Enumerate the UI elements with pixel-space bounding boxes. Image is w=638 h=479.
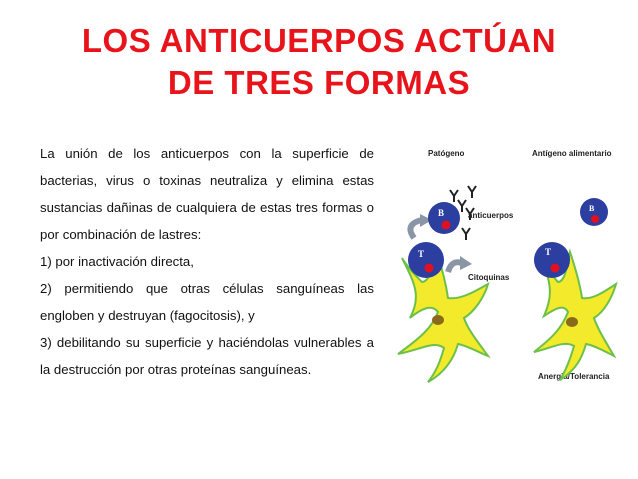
intro-paragraph: La unión de los anticuerpos con la superficie de bacterias, virus o toxinas neutraliza y elimina estas sustancias dañinas de cualquiera de estas tres formas o por combinación de lastres: — [40, 146, 374, 242]
b-cell-nucleus-left — [442, 221, 451, 230]
dendritic-nucleus-right — [566, 317, 578, 327]
title-line-1: LOS ANTICUERPOS ACTÚAN — [81, 22, 557, 59]
illustration-svg — [392, 132, 632, 392]
b-cell-right-label: B — [589, 204, 595, 213]
list-item-3: 3) debilitando su superficie y haciéndolas vulnerables a la destrucción por otras proteínas sanguíneas. — [40, 335, 374, 377]
dendritic-nucleus-left — [432, 315, 444, 325]
t-cell-right-label: T — [545, 247, 552, 257]
cytokines-label: Citoquinas — [468, 273, 510, 282]
antibodies-label: anticuerpos — [468, 211, 514, 220]
food-antigen-label: Antígeno alimentario — [532, 149, 612, 158]
b-cell-left — [428, 202, 460, 234]
t-cell-nucleus-right — [551, 264, 560, 273]
antibody-illustration — [392, 132, 632, 392]
t-cell-nucleus-left — [425, 264, 434, 273]
pathogen-label: Patógeno — [428, 149, 465, 158]
b-cell-left-label: B — [438, 208, 445, 218]
slide-title — [0, 20, 638, 104]
anergy-label: Anergia/Tolerancia — [538, 372, 610, 381]
title-line-2: DE TRES FORMAS — [167, 64, 471, 101]
t-cell-left-label: T — [418, 249, 425, 259]
b-cell-nucleus-right — [591, 215, 599, 223]
list-item-2: 2) permitiendo que otras células sanguíneas las engloben y destruyan (fagocitosis), y — [40, 281, 374, 323]
list-item-1: 1) por inactivación directa, — [40, 254, 194, 269]
t-cell-left — [408, 242, 444, 278]
arrow-head-cytokine — [460, 256, 472, 270]
t-cell-right — [534, 242, 570, 278]
body-text — [40, 140, 374, 383]
